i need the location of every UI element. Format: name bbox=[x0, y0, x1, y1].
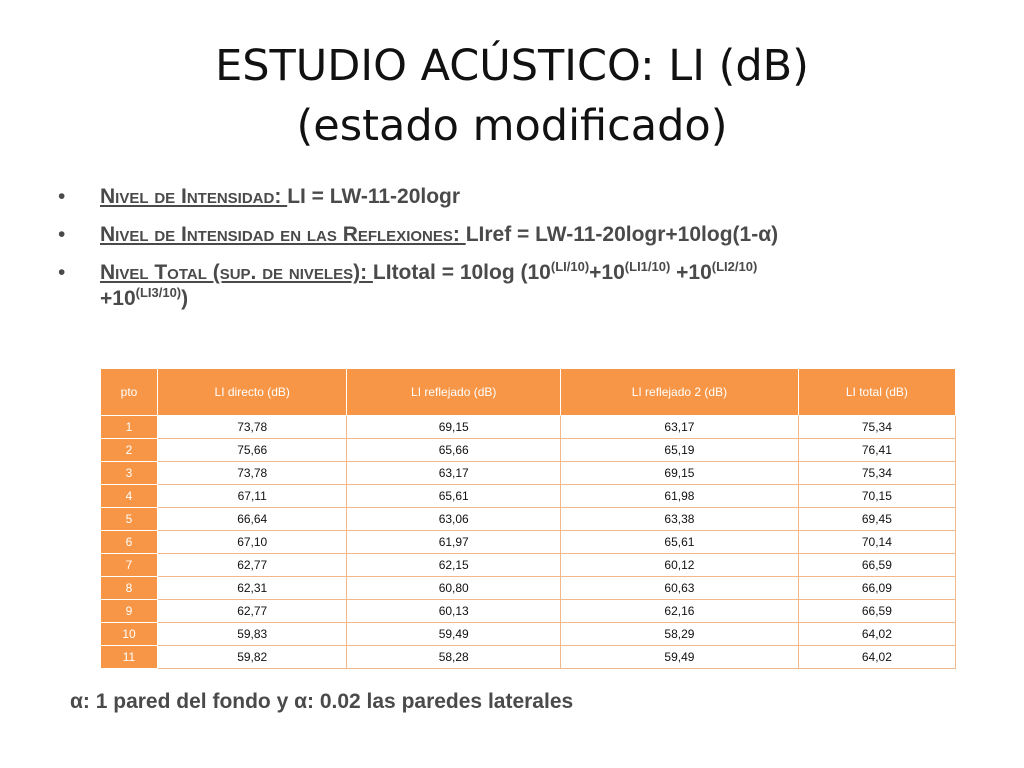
table-cell: 75,66 bbox=[158, 439, 347, 462]
bullet-formula: LIref = LW-11-20logr+10log(1-α) bbox=[465, 223, 779, 246]
footer-note: α: 1 pared del fondo y α: 0.02 las paredes laterales bbox=[70, 690, 574, 713]
table-row bbox=[101, 646, 956, 669]
slide-title bbox=[0, 36, 1024, 156]
table-cell: 63,38 bbox=[561, 508, 799, 531]
table-cell: 65,61 bbox=[347, 485, 561, 508]
table-row bbox=[101, 508, 956, 531]
table-cell: 64,02 bbox=[798, 646, 955, 669]
bullet-label: Nivel de Intensidad: bbox=[100, 185, 288, 208]
table-header-row bbox=[101, 369, 956, 416]
bullet-list bbox=[58, 184, 958, 324]
header-pto: pto bbox=[101, 369, 158, 416]
bullet-dot-icon: • bbox=[58, 261, 66, 284]
table-cell: 62,15 bbox=[347, 554, 561, 577]
table-cell: 59,49 bbox=[347, 623, 561, 646]
table-cell: 59,83 bbox=[158, 623, 347, 646]
formula-exponent: (LI1/10) bbox=[624, 259, 671, 274]
formula-exponent: (LI3/10) bbox=[135, 285, 182, 300]
table-cell: 69,45 bbox=[798, 508, 955, 531]
table-cell: 65,66 bbox=[347, 439, 561, 462]
table-cell: 62,16 bbox=[561, 600, 799, 623]
cell-pto: 5 bbox=[101, 508, 158, 531]
table-cell: 69,15 bbox=[561, 462, 799, 485]
results-table bbox=[100, 368, 956, 669]
table-cell: 65,19 bbox=[561, 439, 799, 462]
table-cell: 66,59 bbox=[798, 554, 955, 577]
table-cell: 63,17 bbox=[561, 416, 799, 439]
table-cell: 64,02 bbox=[798, 623, 955, 646]
bullet-dot-icon: • bbox=[58, 223, 66, 246]
title-line-2: (estado modificado) bbox=[296, 101, 728, 151]
table-cell: 73,78 bbox=[158, 416, 347, 439]
table-cell: 59,49 bbox=[561, 646, 799, 669]
cell-pto: 9 bbox=[101, 600, 158, 623]
table-row bbox=[101, 439, 956, 462]
table-row bbox=[101, 485, 956, 508]
formula-part: +10 bbox=[589, 261, 625, 284]
table-row bbox=[101, 531, 956, 554]
table-cell: 66,64 bbox=[158, 508, 347, 531]
formula-part: ) bbox=[181, 287, 189, 310]
table-cell: 67,10 bbox=[158, 531, 347, 554]
bullet-label: Nivel Total (sup. de niveles): bbox=[100, 261, 373, 284]
formula-part: +10 bbox=[670, 261, 712, 284]
table-row bbox=[101, 623, 956, 646]
table-cell: 75,34 bbox=[798, 416, 955, 439]
table-cell: 60,13 bbox=[347, 600, 561, 623]
table-cell: 63,17 bbox=[347, 462, 561, 485]
table-cell: 59,82 bbox=[158, 646, 347, 669]
header-li-total: LI total (dB) bbox=[798, 369, 955, 416]
bullet-formula: LI = LW-11-20logr bbox=[287, 185, 461, 208]
table-cell: 76,41 bbox=[798, 439, 955, 462]
table-cell: 62,31 bbox=[158, 577, 347, 600]
cell-pto: 6 bbox=[101, 531, 158, 554]
table-cell: 69,15 bbox=[347, 416, 561, 439]
table-row bbox=[101, 462, 956, 485]
formula-exponent: (LI2/10) bbox=[711, 259, 758, 274]
table-cell: 60,80 bbox=[347, 577, 561, 600]
table-cell: 73,78 bbox=[158, 462, 347, 485]
bullet-label: Nivel de Intensidad en las Reflexiones: bbox=[100, 223, 466, 246]
bullet-intensity bbox=[58, 184, 958, 210]
table-cell: 61,98 bbox=[561, 485, 799, 508]
table-cell: 67,11 bbox=[158, 485, 347, 508]
cell-pto: 4 bbox=[101, 485, 158, 508]
bullet-dot-icon: • bbox=[58, 185, 66, 208]
table-row bbox=[101, 600, 956, 623]
bullet-reflections bbox=[58, 222, 958, 248]
cell-pto: 1 bbox=[101, 416, 158, 439]
cell-pto: 10 bbox=[101, 623, 158, 646]
table-cell: 66,09 bbox=[798, 577, 955, 600]
formula-exponent: (LI/10) bbox=[550, 259, 590, 274]
table-cell: 66,59 bbox=[798, 600, 955, 623]
table-cell: 58,28 bbox=[347, 646, 561, 669]
cell-pto: 2 bbox=[101, 439, 158, 462]
table-row bbox=[101, 416, 956, 439]
table-cell: 61,97 bbox=[347, 531, 561, 554]
table-cell: 60,63 bbox=[561, 577, 799, 600]
table-cell: 63,06 bbox=[347, 508, 561, 531]
cell-pto: 11 bbox=[101, 646, 158, 669]
header-li-reflejado: LI reflejado (dB) bbox=[347, 369, 561, 416]
header-li-directo: LI directo (dB) bbox=[158, 369, 347, 416]
table-cell: 58,29 bbox=[561, 623, 799, 646]
cell-pto: 3 bbox=[101, 462, 158, 485]
table-row bbox=[101, 577, 956, 600]
table-row bbox=[101, 554, 956, 577]
table-cell: 75,34 bbox=[798, 462, 955, 485]
cell-pto: 7 bbox=[101, 554, 158, 577]
formula-part: +10 bbox=[100, 287, 136, 310]
cell-pto: 8 bbox=[101, 577, 158, 600]
table-cell: 70,14 bbox=[798, 531, 955, 554]
table-cell: 62,77 bbox=[158, 554, 347, 577]
table-cell: 65,61 bbox=[561, 531, 799, 554]
header-li-reflejado-2: LI reflejado 2 (dB) bbox=[561, 369, 799, 416]
title-line-1: ESTUDIO ACÚSTICO: LI (dB) bbox=[215, 41, 809, 91]
formula-part: LItotal = 10log (10 bbox=[372, 261, 551, 284]
table-body bbox=[101, 416, 956, 669]
bullet-total bbox=[58, 260, 958, 312]
table-cell: 70,15 bbox=[798, 485, 955, 508]
table-cell: 62,77 bbox=[158, 600, 347, 623]
table-cell: 60,12 bbox=[561, 554, 799, 577]
